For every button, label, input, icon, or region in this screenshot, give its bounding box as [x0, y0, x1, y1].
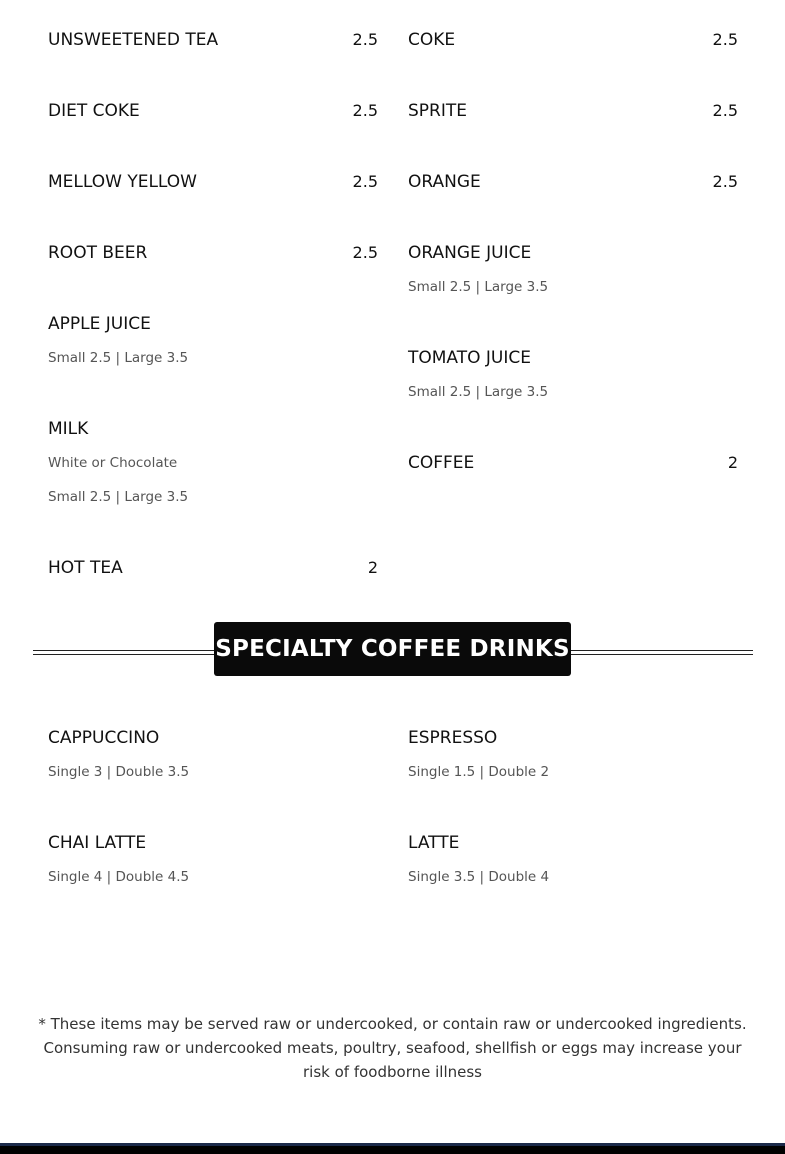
menu-item-coke	[408, 29, 738, 51]
item-name: LATTE	[408, 833, 460, 853]
item-sizes: Single 1.5 | Double 2	[408, 764, 550, 780]
menu-item-mellow-yellow	[48, 171, 378, 193]
item-name: TOMATO JUICE	[408, 348, 531, 368]
item-name: CAPPUCCINO	[48, 728, 160, 748]
item-price: 2	[727, 453, 738, 472]
item-sizes: Small 2.5 | Large 3.5	[48, 489, 189, 505]
item-name: ESPRESSO	[408, 728, 498, 748]
item-name: UNSWEETENED TEA	[48, 30, 219, 50]
item-name: ROOT BEER	[48, 243, 148, 263]
item-price: 2.5	[352, 101, 378, 120]
item-sizes: Small 2.5 | Large 3.5	[48, 350, 189, 366]
item-name: COFFEE	[408, 453, 475, 473]
item-name: MELLOW YELLOW	[48, 172, 197, 192]
item-price: 2.5	[352, 30, 378, 49]
item-name: ORANGE	[408, 172, 481, 192]
menu-item-orange	[408, 171, 738, 193]
item-sizes: Single 3 | Double 3.5	[48, 764, 190, 780]
menu-item-latte	[408, 832, 738, 886]
item-sizes: Small 2.5 | Large 3.5	[408, 279, 549, 295]
item-sizes: Small 2.5 | Large 3.5	[408, 384, 549, 400]
footer-bar	[0, 1143, 785, 1154]
item-price: 2.5	[712, 101, 738, 120]
menu-item-cappuccino	[48, 727, 378, 781]
item-name: MILK	[48, 419, 89, 439]
menu-item-hot-tea	[48, 557, 378, 579]
item-name: APPLE JUICE	[48, 314, 151, 334]
section-title: SPECIALTY COFFEE DRINKS	[214, 622, 571, 676]
menu-item-espresso	[408, 727, 738, 781]
menu-item-unsweetened-tea	[48, 29, 378, 51]
item-name: ORANGE JUICE	[408, 243, 532, 263]
item-price: 2	[367, 558, 378, 577]
item-name: DIET COKE	[48, 101, 140, 121]
item-sizes: Single 4 | Double 4.5	[48, 869, 190, 885]
menu-item-orange-juice	[408, 242, 738, 296]
menu-item-coffee	[408, 452, 738, 474]
item-price: 2.5	[352, 172, 378, 191]
item-name: SPRITE	[408, 101, 467, 121]
item-name: CHAI LATTE	[48, 833, 147, 853]
menu-item-tomato-juice	[408, 347, 738, 401]
disclaimer-text: * These items may be served raw or undercooked, or contain raw or undercooked ingredients. Consuming raw or undercooked meats, poultry, seafood, shellfish or eggs may increase your risk of foodborne illness	[38, 1015, 747, 1081]
item-description: White or Chocolate	[48, 455, 178, 471]
item-sizes: Single 3.5 | Double 4	[408, 869, 550, 885]
menu-item-chai-latte	[48, 832, 378, 886]
menu-item-diet-coke	[48, 100, 378, 122]
item-name: COKE	[408, 30, 456, 50]
item-price: 2.5	[352, 243, 378, 262]
menu-item-milk	[48, 418, 378, 506]
menu-item-sprite	[408, 100, 738, 122]
section-header-specialty	[33, 622, 753, 676]
item-price: 2.5	[712, 172, 738, 191]
item-name: HOT TEA	[48, 558, 123, 578]
menu-item-root-beer	[48, 242, 378, 264]
item-price: 2.5	[712, 30, 738, 49]
menu-item-apple-juice	[48, 313, 378, 367]
